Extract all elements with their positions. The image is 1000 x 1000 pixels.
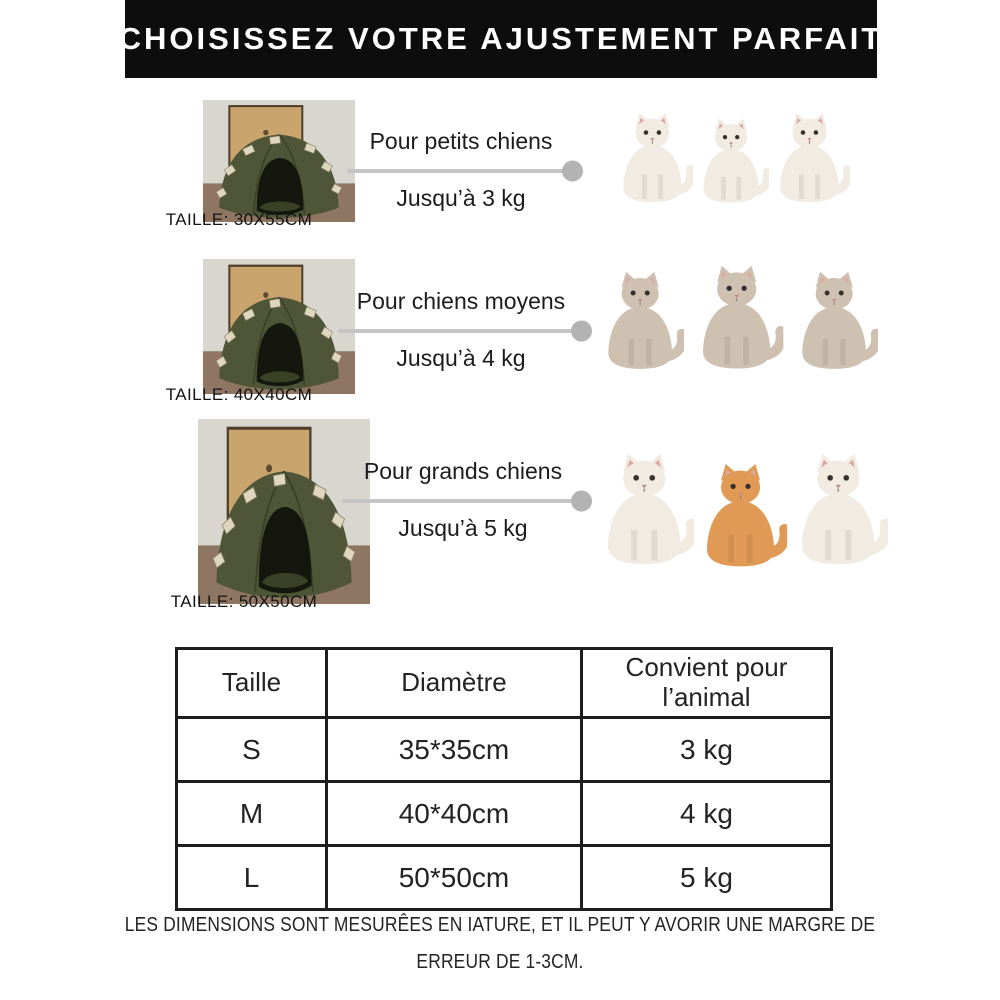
- table-header-row: [177, 649, 832, 718]
- col-header-taille: Taille: [177, 649, 327, 718]
- white-kitten-icon: [612, 108, 693, 212]
- divider-dot: [571, 321, 592, 342]
- size-caption-large: TAILLE: 50X50CM: [170, 592, 318, 611]
- table-row: [177, 718, 832, 782]
- fit-block-large: [340, 458, 586, 542]
- table-row: [177, 782, 832, 846]
- white-kitten-icon: [693, 114, 769, 212]
- weight-label: Jusqu’à 5 kg: [398, 515, 528, 541]
- pet-tent-photo-small: [203, 100, 355, 222]
- header-banner: [118, 0, 884, 78]
- divider-line: [342, 499, 584, 503]
- beige-kitten-icon: [790, 270, 878, 376]
- size-caption-small: TAILLE: 30X55CM: [165, 210, 313, 229]
- cats-illustration-small: [612, 98, 850, 212]
- beige-kitten-icon: [690, 264, 783, 376]
- fit-block-small: [345, 128, 577, 212]
- cell-size: S: [177, 718, 327, 782]
- cats-illustration-large: [594, 424, 888, 594]
- page-title: CHOISISSEZ VOTRE AJUSTEMENT PARFAIT: [118, 21, 884, 56]
- cell-diameter: 50*50cm: [327, 846, 582, 910]
- white-fluffy-cat-icon: [594, 430, 694, 594]
- cell-size: M: [177, 782, 327, 846]
- white-kitten-icon: [769, 108, 850, 212]
- weight-label: Jusqu’à 3 kg: [396, 185, 526, 211]
- cell-weight: 5 kg: [582, 846, 832, 910]
- divider-dot: [562, 161, 583, 182]
- divider-dot: [571, 491, 592, 512]
- footer-note-line2: ERREUR DE 1-3CM.: [416, 951, 584, 973]
- size-caption-medium: TAILLE: 40X40CM: [165, 385, 313, 404]
- table-row: [177, 846, 832, 910]
- pet-tent-photo-medium: [203, 259, 355, 394]
- divider-line: [347, 169, 575, 173]
- cats-illustration-medium: [596, 256, 878, 376]
- footer-note-line1: LES DIMENSIONS SONT MESURÊES EN IATURE, ET IL PEUT Y AVORIR UNE MARGRE DE: [124, 914, 876, 936]
- cell-weight: 3 kg: [582, 718, 832, 782]
- divider-line: [338, 329, 584, 333]
- audience-label: Pour grands chiens: [363, 458, 563, 484]
- weight-label: Jusqu’à 4 kg: [396, 345, 526, 371]
- audience-label: Pour petits chiens: [369, 128, 553, 154]
- cell-diameter: 40*40cm: [327, 782, 582, 846]
- orange-tabby-cat-icon: [694, 442, 787, 594]
- fit-block-medium: [336, 288, 586, 372]
- cell-size: L: [177, 846, 327, 910]
- size-table: [175, 647, 833, 911]
- cell-diameter: 35*35cm: [327, 718, 582, 782]
- cell-weight: 4 kg: [582, 782, 832, 846]
- white-fluffy-cat-icon: [788, 430, 888, 594]
- beige-kitten-icon: [596, 270, 684, 376]
- audience-label: Pour chiens moyens: [356, 288, 566, 314]
- col-header-diametre: Diamètre: [327, 649, 582, 718]
- col-header-convient: Convient pour l’animal: [582, 649, 832, 718]
